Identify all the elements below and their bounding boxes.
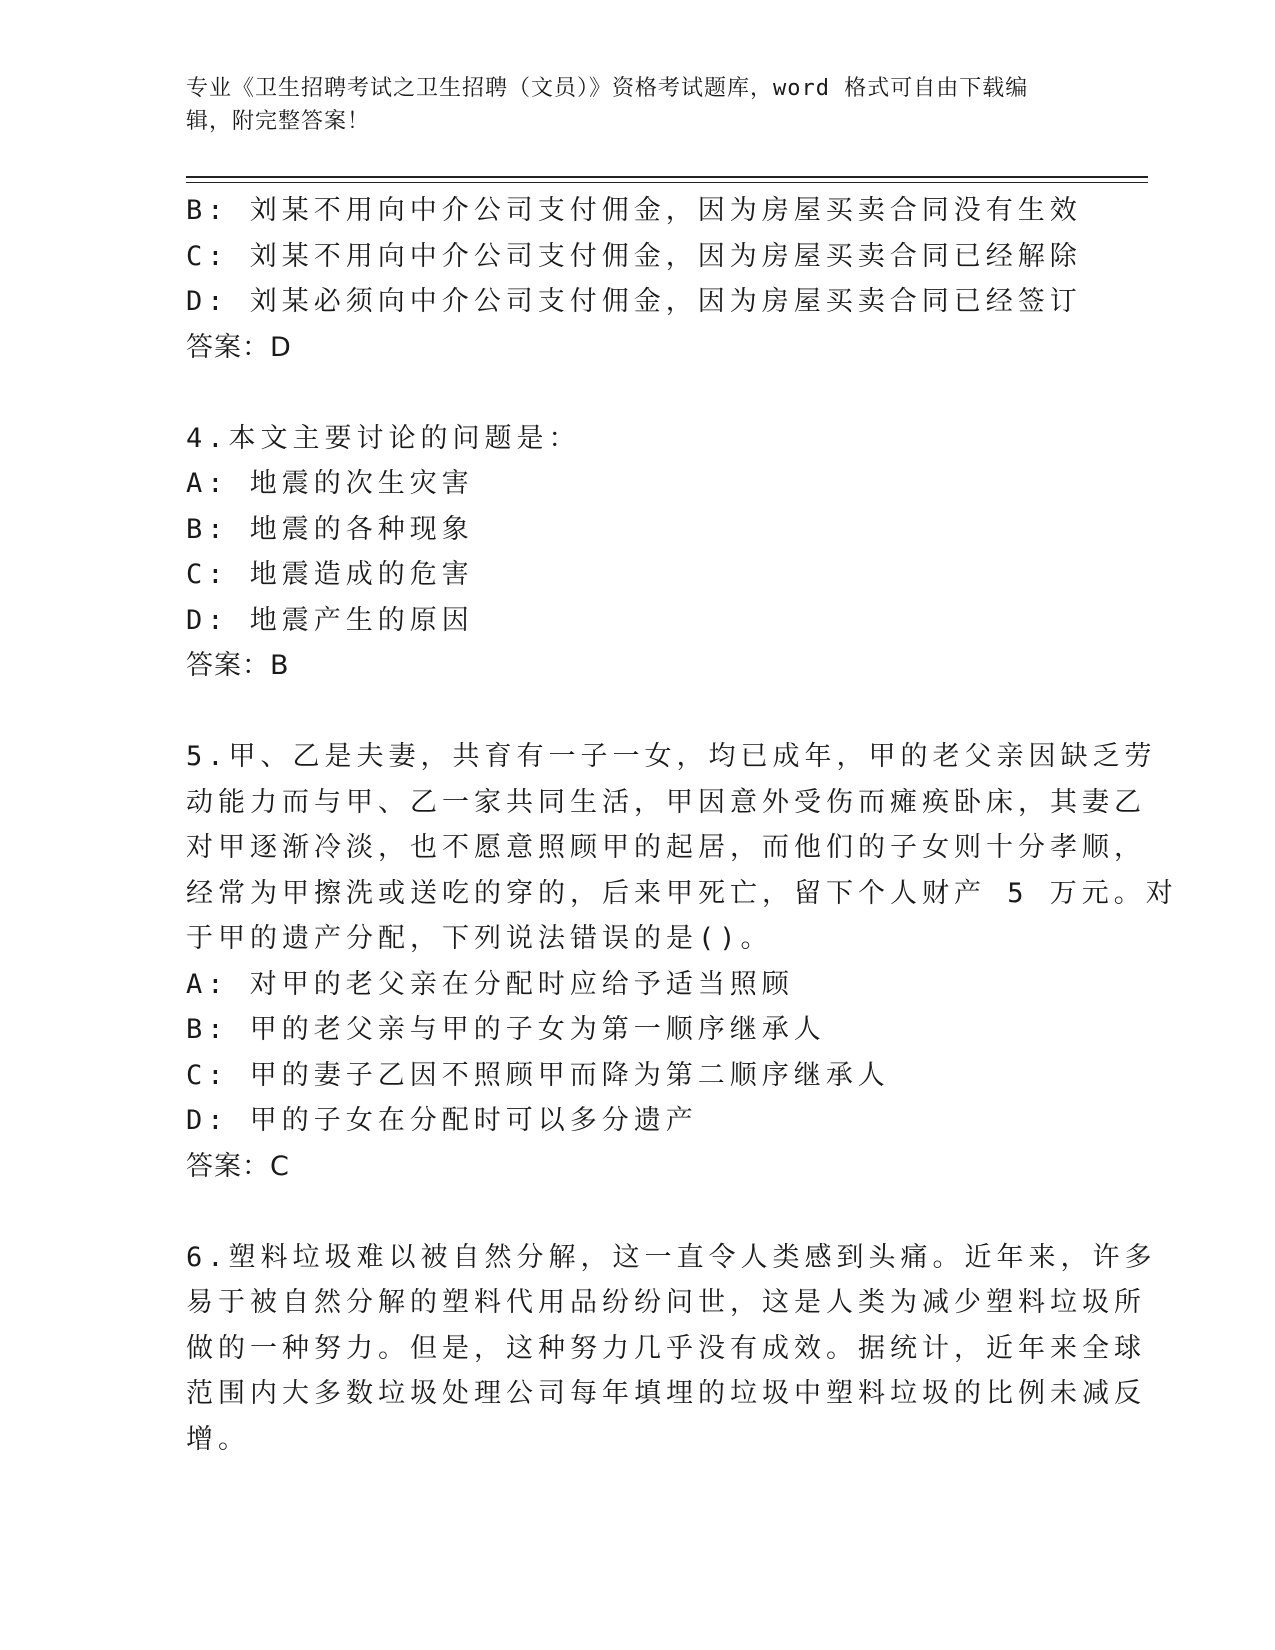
q6-question-line: 做的一种努力。但是，这种努力几乎没有成效。据统计，近年来全球 bbox=[186, 1332, 1146, 1364]
q3-answer: 答案：D bbox=[186, 331, 292, 363]
q4-option-b: B: 地震的各种现象 bbox=[186, 513, 474, 545]
document-header: 专业《卫生招聘考试之卫生招聘（文员）》资格考试题库，word 格式可自由下载编辑，附完整答案！ bbox=[186, 76, 1029, 134]
q5-question-line: 动能力而与甲、乙一家共同生活，甲因意外受伤而瘫痪卧床，其妻乙 bbox=[186, 786, 1146, 818]
spacer bbox=[186, 370, 1066, 416]
spacer bbox=[186, 689, 1066, 735]
q6-question-line: 易于被自然分解的塑料代用品纷纷问世，这是人类为减少塑料垃圾所 bbox=[186, 1287, 1146, 1318]
q5-question-line: 5.甲、乙是夫妻，共育有一子一女，均已成年，甲的老父亲因缺乏劳 bbox=[186, 741, 1157, 772]
q5-question-line: 对甲逐渐冷淡，也不愿意照顾甲的起居，而他们的子女则十分孝顺， bbox=[186, 832, 1146, 863]
q5-option-d: D: 甲的子女在分配时可以多分遗产 bbox=[186, 1105, 698, 1136]
q6-question-line: 范围内大多数垃圾处理公司每年填埋的垃圾中塑料垃圾的比例未减反 bbox=[186, 1378, 1146, 1409]
q5-question-line: 经常为甲擦洗或送吃的穿的，后来甲死亡，留下个人财产 5 万元。对 bbox=[186, 877, 1178, 909]
spacer bbox=[186, 1189, 1066, 1235]
q3-option-b: B: 刘某不用向中介公司支付佣金，因为房屋买卖合同没有生效 bbox=[186, 195, 1082, 226]
q4-question: 4.本文主要讨论的问题是： bbox=[186, 422, 581, 454]
q6-question-line: 6.塑料垃圾难以被自然分解，这一直令人类感到头痛。近年来，许多 bbox=[186, 1241, 1157, 1273]
q5-option-b: B: 甲的老父亲与甲的子女为第一顺序继承人 bbox=[186, 1014, 826, 1045]
q5-question-line: 于甲的遗产分配，下列说法错误的是()。 bbox=[186, 923, 773, 954]
header-divider-thin bbox=[186, 182, 1148, 183]
q3-option-c: C: 刘某不用向中介公司支付佣金，因为房屋买卖合同已经解除 bbox=[186, 240, 1082, 272]
q4-option-d: D: 地震产生的原因 bbox=[186, 604, 474, 636]
q5-answer: 答案：C bbox=[186, 1150, 290, 1182]
header-divider-thick bbox=[186, 176, 1148, 178]
q4-answer: 答案：B bbox=[186, 650, 290, 681]
q6-question-line: 增。 bbox=[186, 1423, 250, 1455]
q5-option-c: C: 甲的妻子乙因不照顾甲而降为第二顺序继承人 bbox=[186, 1059, 890, 1091]
q4-option-c: C: 地震造成的危害 bbox=[186, 559, 474, 590]
q5-option-a: A: 对甲的老父亲在分配时应给予适当照顾 bbox=[186, 968, 794, 1000]
q4-option-a: A: 地震的次生灾害 bbox=[186, 468, 474, 499]
q3-option-d: D: 刘某必须向中介公司支付佣金，因为房屋买卖合同已经签订 bbox=[186, 286, 1082, 317]
question-content bbox=[186, 188, 1178, 1462]
